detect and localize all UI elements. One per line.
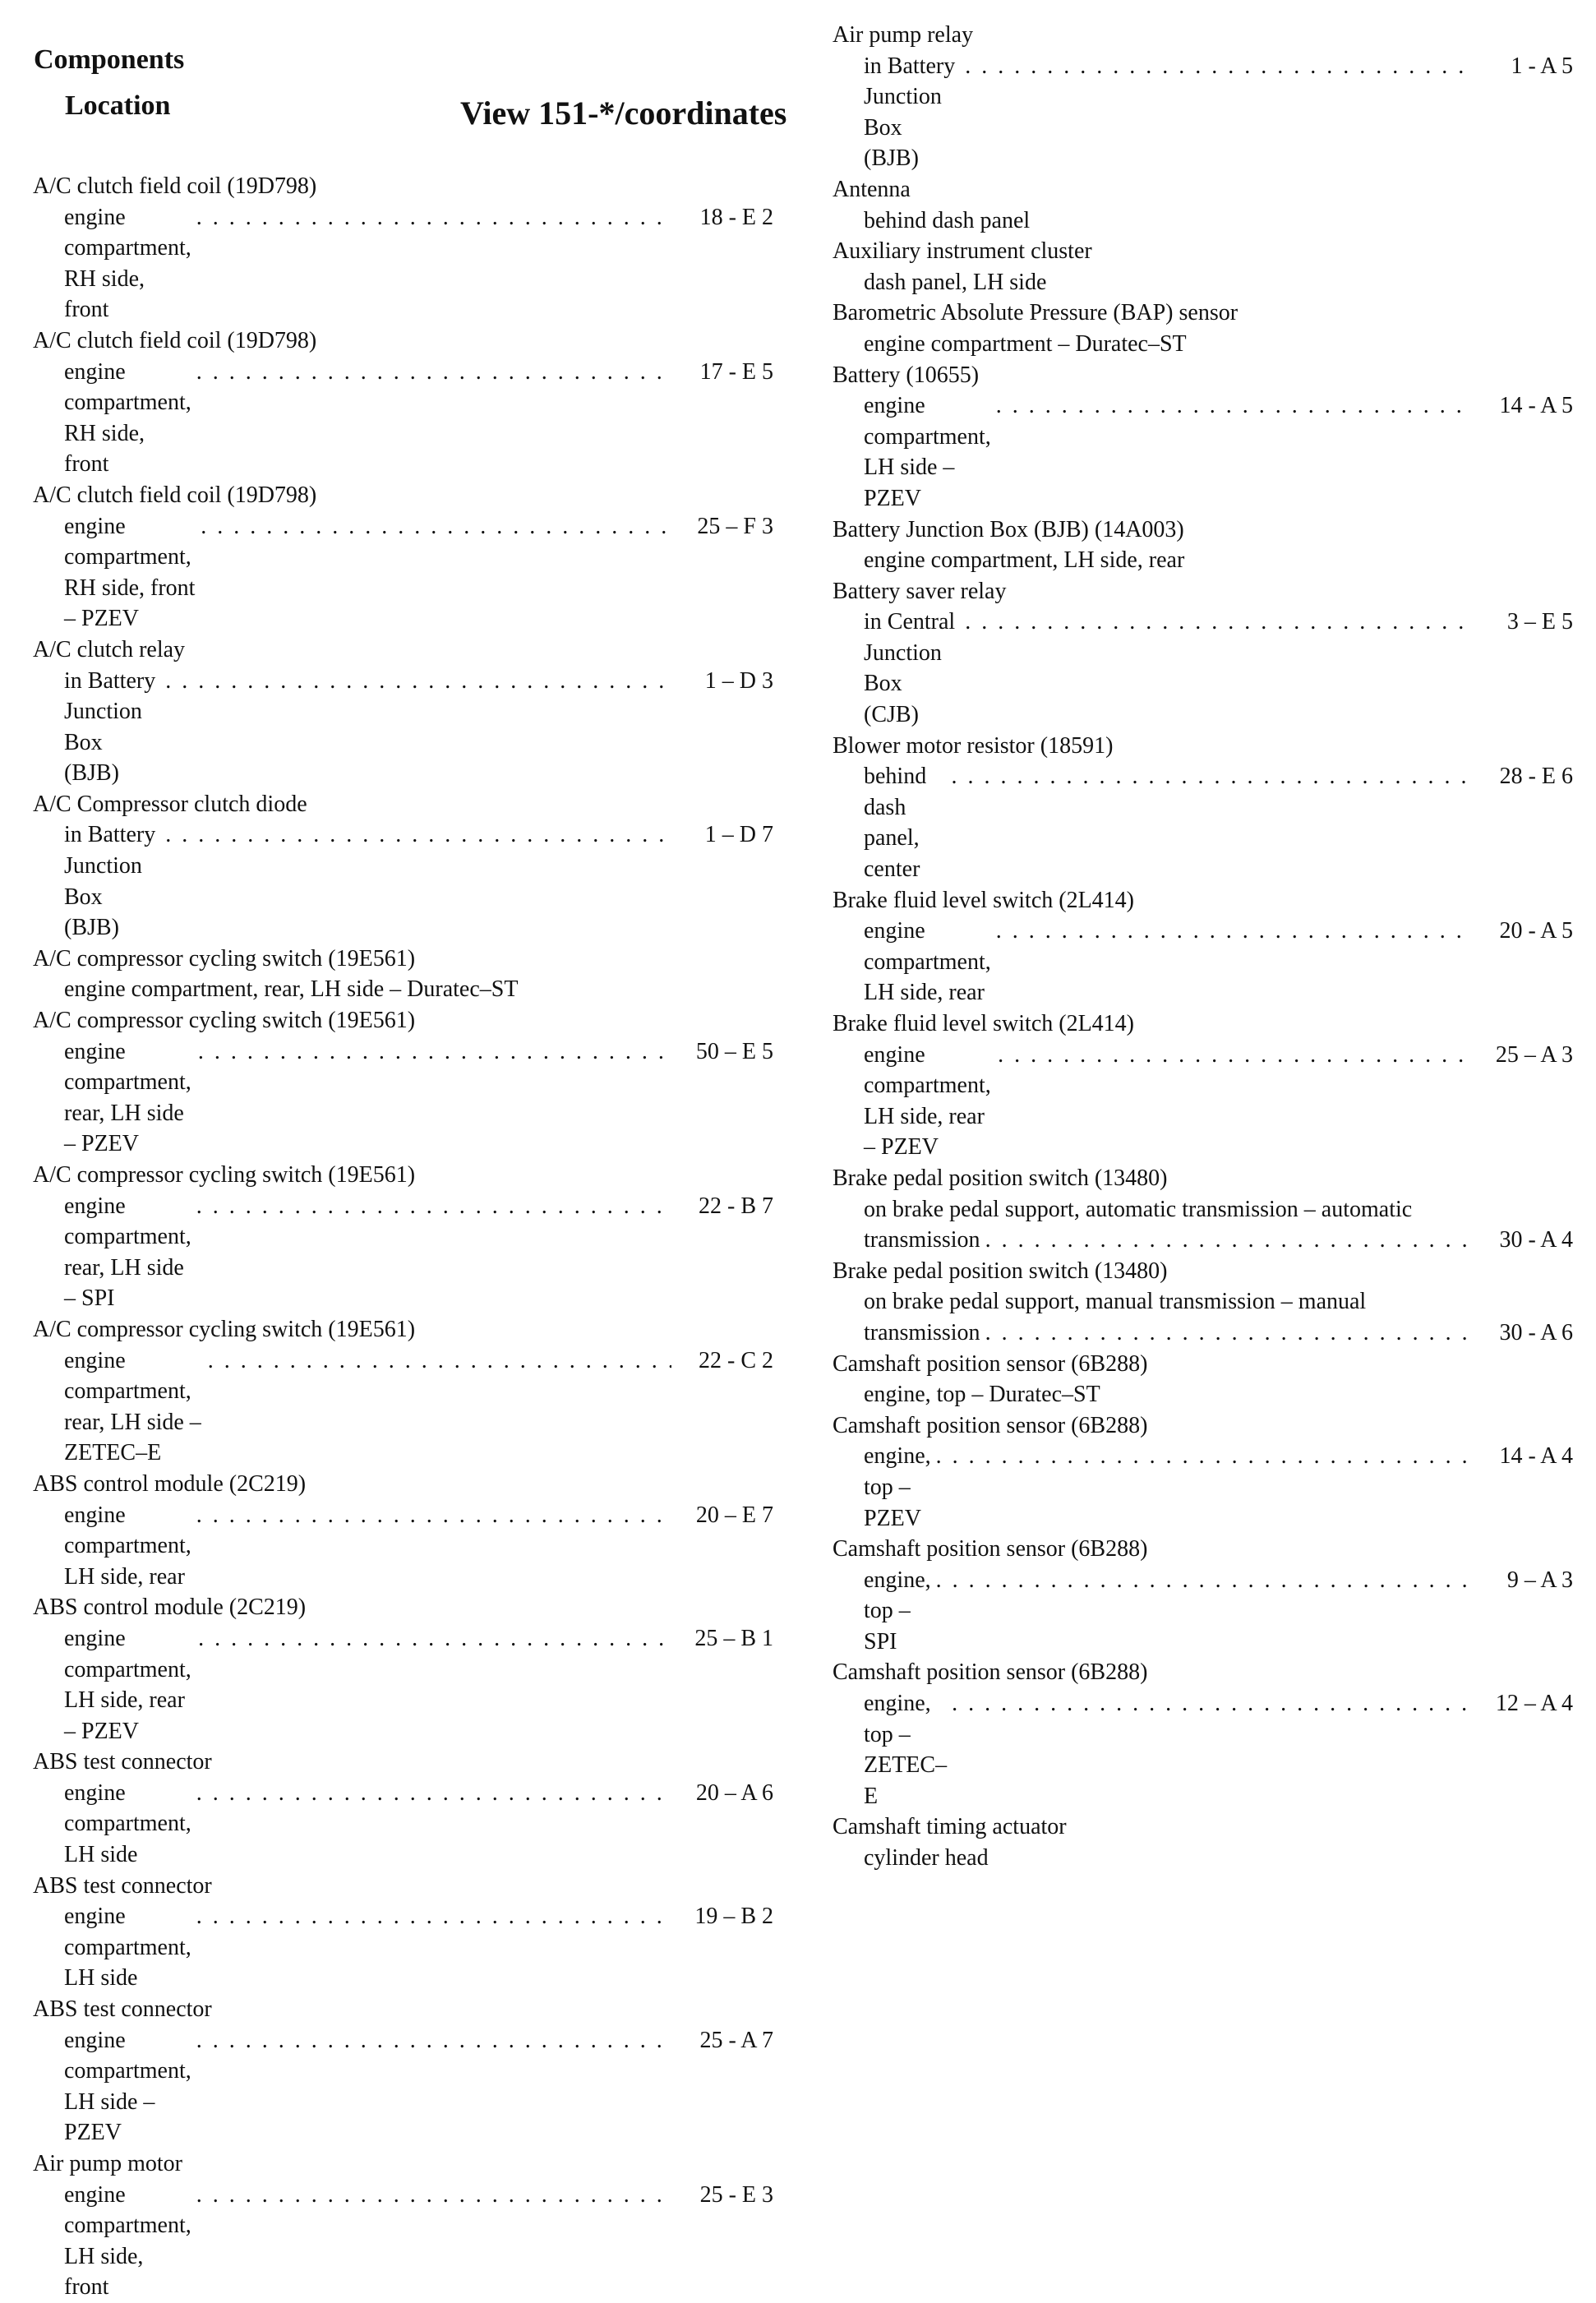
component-entry (833, 1657, 1576, 1811)
view-coordinate: 3 – E 5 (1506, 609, 1573, 635)
component-location: in Battery Junction Box (BJB) (64, 822, 156, 941)
component-name: A/C compressor cycling switch (19E561) (33, 945, 416, 972)
component-location-row (833, 607, 1576, 730)
component-location: engine compartment, rear, LH side – PZEV (64, 1038, 191, 1157)
component-name: Brake pedal position switch (13480) (833, 1258, 1168, 1284)
component-location: engine compartment, LH side, rear – PZEV (64, 1625, 191, 1744)
component-entry (833, 360, 1576, 515)
component-entry (33, 2148, 777, 2303)
component-location: behind dash panel (864, 207, 1031, 233)
component-name: A/C compressor cycling switch (19E561) (33, 1008, 416, 1034)
component-entry (833, 731, 1576, 885)
component-name: Barometric Absolute Pressure (BAP) sensor (833, 300, 1239, 326)
view-coordinate: 25 – A 3 (1495, 1041, 1573, 1068)
component-location: engine compartment, LH side – PZEV (64, 2027, 191, 2146)
page-title: Components (34, 44, 185, 75)
component-entry (33, 1592, 777, 1747)
component-name: A/C compressor cycling switch (19E561) (33, 1316, 416, 1342)
component-name: A/C clutch field coil (19D798) (33, 173, 317, 199)
component-name: A/C Compressor clutch diode (33, 791, 307, 817)
component-entry (833, 236, 1576, 298)
view-coordinate: 17 - E 5 (699, 358, 773, 385)
component-location: engine compartment, rear, LH side – SPI (64, 1193, 191, 1312)
component-entry (833, 1256, 1576, 1349)
component-entry (33, 635, 777, 789)
component-location-row (833, 1688, 1576, 1811)
component-entry (33, 789, 777, 944)
component-name: Camshaft position sensor (6B288) (833, 1536, 1148, 1562)
component-location-row (33, 1901, 777, 1994)
component-location: engine compartment – Duratec–ST (864, 330, 1187, 357)
component-name: Brake pedal position switch (13480) (833, 1165, 1168, 1191)
dot-leader (196, 1191, 671, 1222)
component-name: Brake fluid level switch (2L414) (833, 887, 1135, 913)
component-entry (33, 1871, 777, 1994)
component-name: ABS test connector (33, 1996, 212, 2023)
component-entry (833, 515, 1576, 576)
component-entry (33, 1005, 777, 1160)
component-entry (33, 480, 777, 635)
component-location-row (833, 1225, 1576, 1256)
view-coordinate: 1 – D 7 (704, 822, 773, 848)
view-coordinate: 20 – E 7 (695, 1502, 773, 1528)
view-coordinate: 25 - A 7 (699, 2027, 773, 2053)
component-entry (833, 885, 1576, 1008)
dot-leader (985, 1225, 1471, 1256)
component-entry (33, 944, 777, 1005)
dot-leader (196, 357, 671, 388)
component-location-row (833, 205, 1576, 237)
view-coordinate: 30 - A 6 (1499, 1319, 1573, 1345)
component-entry (833, 1410, 1576, 1534)
component-location-row (833, 1318, 1576, 1349)
component-location: engine compartment, LH side, rear (64, 1502, 191, 1590)
dot-leader (952, 761, 1471, 792)
component-location-row (833, 1379, 1576, 1410)
component-name: Auxiliary instrument cluster (833, 238, 1092, 265)
dot-leader (196, 1778, 671, 1809)
dot-leader (201, 511, 671, 542)
component-name: ABS test connector (33, 1872, 212, 1899)
dot-leader (196, 2025, 671, 2056)
component-entry (833, 174, 1576, 236)
component-entry (33, 1314, 777, 1469)
component-location-row (833, 916, 1576, 1008)
view-coordinate: 14 - A 4 (1499, 1443, 1573, 1470)
component-name: A/C clutch field coil (19D798) (33, 482, 317, 508)
component-location-row (833, 1843, 1576, 1874)
component-name: A/C clutch field coil (19D798) (33, 327, 317, 353)
view-coordinate: 19 – B 2 (694, 1904, 773, 1930)
component-location-row (33, 666, 777, 789)
component-location: engine compartment, LH side, rear (864, 918, 991, 1006)
component-location: engine, top – Duratec–ST (864, 1382, 1100, 1408)
component-entry (833, 1534, 1576, 1657)
component-entry (33, 1994, 777, 2148)
component-location-row (33, 1500, 777, 1593)
component-name: Battery (10655) (833, 362, 980, 388)
component-location: engine compartment, RH side, front (64, 204, 191, 323)
component-location: engine compartment, LH side (64, 1779, 191, 1868)
component-location: cylinder head (864, 1845, 989, 1871)
component-entry (833, 20, 1576, 174)
component-location-row (33, 511, 777, 635)
component-location: dash panel, LH side (864, 269, 1047, 295)
component-location-row (833, 267, 1576, 298)
component-location: engine compartment, rear, LH side – ZETEC–E (64, 1347, 201, 1466)
component-location: engine, top – ZETEC–E (864, 1691, 948, 1809)
view-coordinate: 22 - C 2 (699, 1347, 773, 1373)
dot-leader (965, 51, 1471, 82)
view-coordinate: 30 - A 4 (1499, 1227, 1573, 1253)
component-entry (33, 1160, 777, 1314)
dot-leader (996, 390, 1471, 422)
view-coordinate: 20 - A 5 (1499, 918, 1573, 944)
location-column-header: Location (65, 90, 171, 121)
view-coordinate: 1 - A 5 (1511, 53, 1573, 79)
component-name: Camshaft position sensor (6B288) (833, 1412, 1148, 1438)
component-location: engine, top – SPI (864, 1567, 931, 1655)
component-location-row (33, 1623, 777, 1747)
dot-leader (936, 1441, 1471, 1472)
component-location-row (33, 1345, 777, 1469)
component-name: A/C compressor cycling switch (19E561) (33, 1162, 416, 1188)
component-location-row (833, 329, 1576, 360)
component-location: in Battery Junction Box (BJB) (64, 667, 156, 787)
component-location: behind dash panel, center (864, 764, 927, 883)
component-location-row (33, 1778, 777, 1871)
component-location: transmission (864, 1319, 980, 1345)
component-location-row (833, 545, 1576, 576)
view-coordinate: 20 – A 6 (695, 1779, 773, 1806)
dot-leader (198, 1623, 671, 1655)
left-component-list (33, 171, 777, 2303)
view-coordinate: 22 - B 7 (699, 1193, 773, 1219)
component-name: Air pump relay (833, 22, 974, 48)
view-coordinate: 28 - E 6 (1499, 764, 1573, 790)
view-coordinate: 12 – A 4 (1495, 1691, 1573, 1717)
component-location: engine compartment, LH side, rear – PZEV (864, 1041, 991, 1161)
component-location: engine compartment, RH side, front – PZEV (64, 513, 196, 632)
component-name: Battery saver relay (833, 578, 1007, 604)
dot-leader (165, 819, 671, 851)
dot-leader (196, 2180, 671, 2211)
component-name: Camshaft position sensor (6B288) (833, 1659, 1148, 1686)
component-location: engine compartment, LH side (64, 1904, 191, 1991)
component-location-row (833, 390, 1576, 514)
view-coordinate: 25 – B 1 (694, 1625, 773, 1651)
component-name: Brake fluid level switch (2L414) (833, 1011, 1135, 1036)
dot-leader (165, 666, 671, 697)
component-location-line: on brake pedal support, automatic transmission – automatic (864, 1196, 1413, 1222)
component-name: Antenna (833, 176, 911, 202)
component-location-row (33, 2180, 777, 2303)
component-location: engine, top – PZEV (864, 1443, 931, 1531)
component-name: Camshaft timing actuator (833, 1814, 1067, 1840)
component-entry (33, 171, 777, 325)
dot-leader (198, 1036, 671, 1068)
component-location-row (33, 1191, 777, 1314)
dot-leader (998, 1040, 1471, 1071)
component-location-row (33, 202, 777, 325)
component-location-row (33, 1036, 777, 1160)
component-location-row (833, 1040, 1576, 1163)
dot-leader (208, 1345, 671, 1377)
component-name: Battery Junction Box (BJB) (14A003) (833, 516, 1184, 542)
component-name: ABS control module (2C219) (33, 1470, 307, 1497)
component-location-row (33, 819, 777, 943)
view-coordinate: 18 - E 2 (699, 204, 773, 230)
view-coordinate: 9 – A 3 (1506, 1567, 1573, 1593)
component-location: engine compartment, LH side – PZEV (864, 393, 991, 511)
dot-leader (996, 916, 1471, 947)
component-location-row (33, 974, 777, 1005)
component-name: Blower motor resistor (18591) (833, 732, 1114, 759)
component-location: engine compartment, rear, LH side – Duratec–ST (64, 976, 519, 1003)
component-location-row (833, 51, 1576, 174)
component-entry (33, 1469, 777, 1592)
right-component-list (833, 20, 1576, 1874)
view-coordinate: 14 - A 5 (1499, 393, 1573, 419)
component-entry (833, 298, 1576, 359)
component-location: in Battery Junction Box (BJB) (864, 53, 956, 172)
component-entry (833, 1008, 1576, 1163)
view-coordinates-header: View 151-*/coordinates (460, 95, 787, 132)
component-entry (833, 576, 1576, 731)
component-entry (33, 1747, 777, 1870)
component-name: ABS control module (2C219) (33, 1595, 307, 1621)
component-name: Camshaft position sensor (6B288) (833, 1350, 1148, 1377)
component-location-row (33, 2025, 777, 2148)
view-coordinate: 1 – D 3 (704, 667, 773, 694)
dot-leader (196, 202, 671, 233)
view-coordinate: 25 – F 3 (697, 513, 773, 539)
component-location-line: on brake pedal support, manual transmission – manual (864, 1289, 1367, 1315)
component-location: engine compartment, LH side, front (64, 2181, 191, 2301)
dot-leader (985, 1318, 1471, 1349)
component-entry (833, 1163, 1576, 1256)
component-location: engine compartment, LH side, rear (864, 547, 1185, 574)
component-location: in Central Junction Box (CJB) (864, 609, 956, 728)
dot-leader (952, 1688, 1471, 1719)
component-location-row (833, 761, 1576, 884)
component-entry (833, 1349, 1576, 1410)
dot-leader (936, 1565, 1471, 1596)
dot-leader (965, 607, 1471, 638)
component-location: transmission (864, 1227, 980, 1253)
component-entry (833, 1811, 1576, 1873)
component-entry (33, 325, 777, 480)
component-name: Air pump motor (33, 2151, 182, 2176)
dot-leader (196, 1500, 671, 1531)
component-location-row (833, 1565, 1576, 1658)
component-name: ABS test connector (33, 1749, 212, 1775)
view-coordinate: 50 – E 5 (695, 1038, 773, 1064)
component-location-row (833, 1441, 1576, 1534)
component-name: A/C clutch relay (33, 636, 186, 662)
view-coordinate: 25 - E 3 (699, 2181, 773, 2208)
dot-leader (196, 1901, 671, 1932)
component-location: engine compartment, RH side, front (64, 358, 191, 478)
component-location-row (33, 357, 777, 480)
